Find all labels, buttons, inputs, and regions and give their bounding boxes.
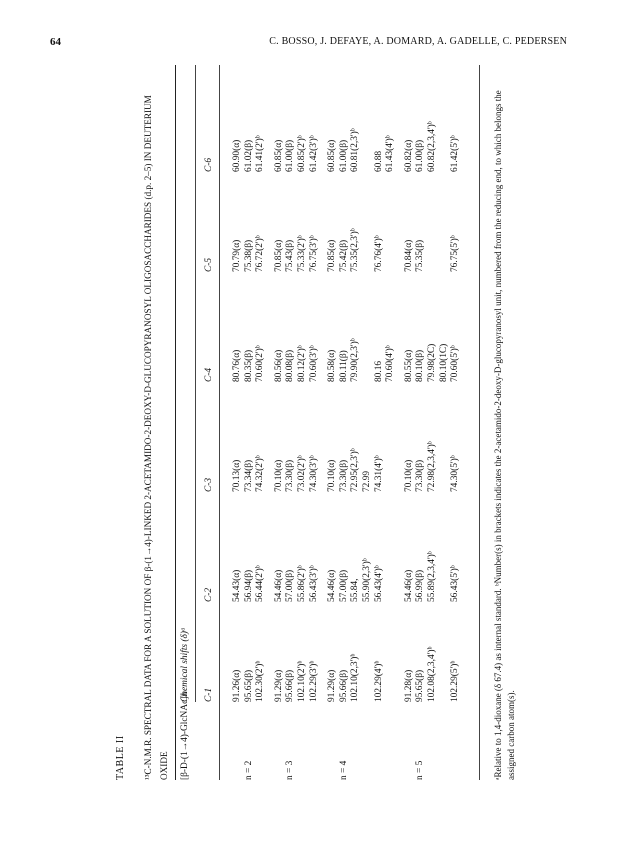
table-cell: 102.10(2')ᵇ [297, 660, 307, 702]
bottom-rule [479, 65, 480, 780]
table-cell: 70.60(4')ᵇ [385, 345, 396, 382]
table-cell: 74.32(2')ᵇ [255, 455, 266, 492]
table-cell: 80.35(β) [243, 349, 254, 382]
table-ii [115, 65, 515, 780]
table-cell: 61.02(β) [243, 139, 254, 172]
table-cell: 70.10(α) [403, 459, 414, 492]
table-cell: 60.85(2')ᵇ [297, 135, 307, 172]
table-cell: 102.10(2,3')ᵇ [350, 653, 361, 702]
table-cell: 74.30(5')ᵇ [450, 455, 461, 492]
table-cell: 60.90(α) [232, 139, 242, 172]
table-cell: 91.29(α) [327, 669, 338, 702]
table-cell: 95.66(β) [285, 669, 296, 702]
table-cell: 61.00(β) [415, 139, 426, 172]
table-cell: 54.46(α) [273, 569, 284, 602]
table-cell: 80.58(α) [327, 349, 338, 382]
page-number: 64 [50, 36, 61, 48]
table-cell: 60.81(2,3')ᵇ [350, 128, 361, 172]
table-cell: 61.43(4')ᵇ [385, 135, 396, 172]
group-label: n = 4 [338, 760, 349, 780]
table-cell: 75.35(2,3')ᵇ [350, 228, 361, 272]
top-rule [175, 65, 176, 780]
table-cell: 70.60(3')ᵇ [308, 345, 319, 382]
table-cell: 70.85(α) [273, 239, 284, 272]
table-cell: 55.90(2,3')ᵇ [362, 558, 372, 602]
table-cell: 95.65(β) [415, 669, 426, 702]
table-cell: 80.55(α) [403, 349, 414, 382]
table-cell: 75.43(β) [285, 239, 296, 272]
table-cell: 76.72(2')ᵇ [255, 235, 266, 272]
column-header-c-2: C-2 [204, 587, 214, 602]
table-cell: 73.34(β) [243, 459, 254, 492]
group-header: Chemical shifts (δ)ᵃ [180, 627, 190, 702]
table-cell: 73.30(β) [415, 459, 426, 492]
table-cell: 55.89(2,3,4')ᵇ [427, 551, 437, 602]
table-cell: 102.30(2')ᵇ [255, 660, 266, 702]
table-cell: 91.26(α) [232, 669, 242, 702]
table-cell: 61.41(2')ᵇ [255, 135, 266, 172]
table-cell: 80.56(α) [273, 349, 284, 382]
table-cell: 75.42(β) [338, 239, 349, 272]
table-cell: 61.00(β) [338, 139, 349, 172]
table-cell: 54.46(α) [327, 569, 338, 602]
table-cell: 57.00(β) [338, 569, 349, 602]
table-footnote: ᵃRelative to 1,4-dioxane (δ 67.4) as internal standard. ᵇNumber(s) in brackets indicates the 2-acetamido-2-deoxy-D-glucopyranosyl unit, numbered from the reducing end, to which belongs the assigned carbon atom(s). [493, 90, 516, 780]
table-cell: 57.00(β) [285, 569, 296, 602]
table-cell: 74.31(4')ᵇ [373, 455, 384, 492]
table-cell: 54.43(α) [232, 569, 242, 602]
table-cell: 60.85(α) [273, 139, 284, 172]
column-header-c-1: C-1 [204, 687, 214, 702]
table-cell: 102.29(3')ᵇ [308, 660, 319, 702]
table-cell: 70.13(α) [232, 459, 242, 492]
table-cell: 80.76(α) [232, 349, 242, 382]
table-cell: 70.10(α) [327, 459, 338, 492]
table-cell: 60.85(α) [327, 139, 338, 172]
table-cell: 72.98(2,3,4')ᵇ [427, 441, 437, 492]
table-cell: 80.10(1C) [438, 343, 449, 382]
table-cell: 73.30(β) [338, 459, 349, 492]
table-cell: 56.94(β) [243, 569, 254, 602]
table-cell: 55.86(2')ᵇ [297, 565, 307, 602]
table-cell: 80.10(β) [415, 349, 426, 382]
column-header-c-6: C-6 [204, 157, 214, 172]
group-label: n = 2 [243, 760, 254, 780]
group-label: n = 3 [285, 760, 296, 780]
table-cell: 70.10(α) [273, 459, 284, 492]
table-cell: 70.84(α) [403, 239, 414, 272]
column-header-c-4: C-4 [204, 367, 214, 382]
table-cell: 60.88 [373, 150, 384, 172]
table-cell: 102.29(5')ᵇ [450, 660, 461, 702]
table-cell: 102.08(2,3,4')ᵇ [427, 646, 437, 702]
table-cell: 80.12(2')ᵇ [297, 345, 307, 382]
table-cell: 91.28(α) [403, 669, 414, 702]
table-cell: 70.79(α) [232, 239, 242, 272]
table-cell: 79.98(2C) [427, 343, 437, 382]
table-cell: 80.11(β) [338, 350, 349, 382]
table-cell: 61.42(5')ᵇ [450, 135, 461, 172]
table-cell: 102.29(4')ᵇ [373, 660, 384, 702]
stub-header: [β-D-(1→4)-GlcNAc]n [180, 691, 190, 780]
table-caption-block [115, 65, 172, 780]
table-cell: 70.60(5')ᵇ [450, 345, 461, 382]
table-cell: 72.95(2,3')ᵇ [350, 448, 361, 492]
table-cell: 61.00(β) [285, 139, 296, 172]
table-cell: 70.85(α) [327, 239, 338, 272]
table-cell: 75.35(β) [415, 239, 426, 272]
table-cell: 54.46(α) [403, 569, 414, 602]
group-label: n = 5 [415, 760, 426, 780]
table-cell: 60.82(2,3,4')ᵇ [427, 121, 437, 172]
table-cell: 75.33(2')ᵇ [297, 235, 307, 272]
table-cell: 79.90(2,3')ᵇ [350, 338, 361, 382]
table-cell: 56.43(3')ᵇ [308, 565, 319, 602]
table-cell: 76.75(3')ᵇ [308, 235, 319, 272]
table-cell: 55.84, [350, 578, 361, 602]
table-cell: 56.43(4')ᵇ [373, 565, 384, 602]
table-cell: 95.66(β) [338, 669, 349, 702]
table-cell: 73.30(β) [285, 459, 296, 492]
table-cell: 73.02(2')ᵇ [297, 455, 307, 492]
column-header-c-5: C-5 [204, 257, 214, 272]
table-caption: ¹³C-N.M.R. SPECTRAL DATA FOR A SOLUTION OF β-(1→4)-LINKED 2-ACETAMIDO-2-DEOXY-D-GLUCOPYRANOSYL OLIGOSACCHARIDES (d.p. 2–5) IN DEUTERIUM OXIDE [143, 95, 169, 780]
table-cell: 76.76(4')ᵇ [373, 235, 384, 272]
group-rule [195, 65, 196, 702]
table-cell: 80.16 [373, 360, 384, 382]
table-cell: 56.44(2')ᵇ [255, 565, 266, 602]
table-label: TABLE II [115, 735, 126, 780]
running-head: C. BOSSO, J. DEFAYE, A. DOMARD, A. GADELLE, C. PEDERSEN [269, 36, 567, 47]
table-cell: 80.08(β) [285, 349, 296, 382]
table-cell: 76.75(5')ᵇ [450, 235, 461, 272]
table-cell: 75.38(β) [243, 239, 254, 272]
table-cell: 74.30(3')ᵇ [308, 455, 319, 492]
table-cell: 72.99 [362, 470, 372, 492]
table-cell: 61.42(3')ᵇ [308, 135, 319, 172]
table-cell: 60.82(α) [403, 139, 414, 172]
table-cell: 56.99(β) [415, 569, 426, 602]
table-cell: 95.65(β) [243, 669, 254, 702]
table-cell: 56.43(5')ᵇ [450, 565, 461, 602]
table-cell: 70.60(2')ᵇ [255, 345, 266, 382]
column-header-c-3: C-3 [204, 477, 214, 492]
header-rule [219, 65, 220, 780]
table-cell: 91.29(α) [273, 669, 284, 702]
